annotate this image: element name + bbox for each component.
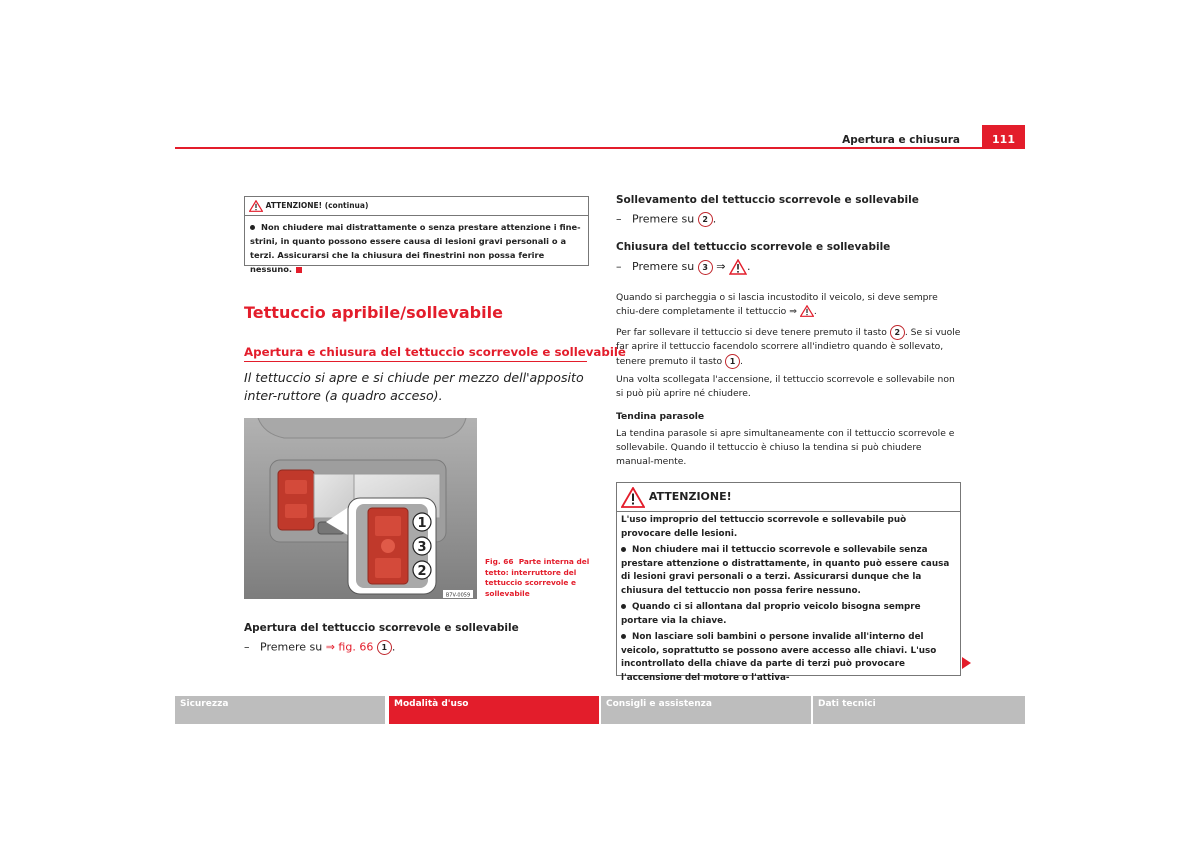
attention-bullet-text: Non chiudere mai il tettuccio scorrevole e sollevabile senza prestare attenzione o distrattamente, in quanto può essere causa di lesioni gravi personali o a terzi. Assicurarsi dunque che la chiusura del tettuccio non possa ferire nessuno. — [621, 545, 950, 596]
attention-bullet-text: Non lasciare soli bambini o persone invalide all'interno del veicolo, soprattutto se possono avere accesso alle chiavi. L'uso incontrollato della chiave da parte di terzi può provocare l'accensione del motore o l'attiva- — [621, 632, 937, 683]
paragraph-end: . — [813, 305, 817, 317]
warning-continued-title: ATTENZIONE! (continua) — [265, 201, 369, 210]
warning-triangle-icon[interactable] — [729, 259, 747, 275]
warning-triangle-icon — [249, 200, 263, 212]
bullet-icon — [621, 604, 626, 609]
attention-header — [617, 483, 960, 512]
figure-66-link[interactable]: ⇒ fig. 66 — [325, 640, 374, 654]
key-1-badge: 1 — [725, 354, 740, 369]
step-end: . — [712, 212, 717, 226]
sunshade-heading: Tendina parasole — [616, 411, 705, 422]
warning-continued-body — [245, 216, 588, 280]
attention-lead: L'uso improprio del tettuccio scorrevole e sollevabile può provocare delle lesioni. — [621, 515, 907, 539]
footer-tab-modalita-uso[interactable]: Modalità d'uso — [389, 696, 599, 724]
attention-box — [616, 482, 961, 683]
close-heading: Chiusura del tettuccio scorrevole e sollevabile — [616, 241, 891, 253]
paragraph-text: . Se si vuole far aprire il tettuccio facendolo scorrere all'indietro quando è sollevato, tenere premuto il tasto — [616, 327, 961, 367]
figure-caption-label: Fig. 66 — [485, 557, 514, 566]
running-header-title: Apertura e chiusura — [842, 134, 960, 146]
warning-continued-box — [244, 196, 589, 274]
attention-bullet-2 — [621, 601, 956, 628]
open-heading: Apertura del tettuccio scorrevole e sollevabile — [244, 622, 519, 634]
figure-callout-3: 3 — [417, 540, 427, 555]
lift-step — [616, 212, 716, 227]
end-of-section-icon — [296, 267, 302, 273]
continue-arrow-icon — [962, 657, 971, 669]
bullet-icon — [621, 634, 626, 639]
section-heading: Tettuccio apribile/sollevabile — [244, 303, 503, 322]
figure-callout-2: 2 — [417, 564, 427, 579]
reference-arrow: ⇒ — [716, 260, 726, 273]
close-step — [616, 259, 750, 275]
figure-caption-text: Parte interna del tetto: interruttore del tettuccio scorrevole e sollevabile — [485, 557, 590, 598]
paragraph-end: . — [740, 355, 743, 367]
paragraph-sunshade: La tendina parasole si apre simultaneamente con il tettuccio scorrevole e sollevabile. Quando il tettuccio è chiuso la tendina si può chiudere manual-mente. — [616, 428, 955, 467]
paragraph-text: Per far sollevare il tettuccio si deve tenere premuto il tasto — [616, 327, 887, 338]
attention-bullet-1 — [621, 544, 956, 598]
figure-callout-1: 1 — [417, 516, 427, 531]
lift-heading: Sollevamento del tettuccio scorrevole e sollevabile — [616, 194, 919, 206]
attention-bullet-3 — [621, 631, 956, 685]
step-text: Premere su — [260, 640, 323, 654]
key-2-badge: 2 — [890, 325, 905, 340]
figure-66-image — [244, 418, 477, 599]
subsection-heading: Apertura e chiusura del tettuccio scorrevole e sollevabile — [244, 345, 626, 359]
key-3-badge: 3 — [698, 260, 713, 275]
attention-title: ATTENZIONE! — [648, 490, 732, 503]
step-end: . — [391, 640, 396, 654]
footer-tab-dati-tecnici[interactable]: Dati tecnici — [813, 696, 1025, 724]
bullet-icon — [621, 547, 626, 552]
step-dash: – — [616, 260, 622, 273]
warning-continued-header — [245, 197, 588, 216]
figure-code: B7V-0059 — [445, 592, 471, 599]
step-end: . — [746, 260, 751, 273]
key-2-badge: 2 — [698, 212, 713, 227]
attention-body — [617, 512, 960, 690]
page-number: 111 — [982, 125, 1025, 149]
paragraph-ignition: Una volta scollegata l'accensione, il tettuccio scorrevole e sollevabile non si può più aprire né chiudere. — [616, 374, 955, 399]
open-step — [244, 640, 395, 655]
paragraph-lift-hold — [616, 325, 961, 369]
roof-switch-illustration — [244, 418, 477, 599]
figure-caption — [485, 557, 593, 599]
footer-tab-consigli-assistenza[interactable]: Consigli e assistenza — [601, 696, 811, 724]
step-text: Premere su — [632, 212, 695, 226]
bullet-icon — [250, 225, 255, 230]
header-rule — [175, 147, 1025, 149]
step-text: Premere su — [632, 260, 695, 273]
paragraph-text: Quando si parcheggia o si lascia incustodito il veicolo, si deve sempre chiu-dere completamente il tettuccio ⇒ — [616, 292, 938, 317]
warning-continued-text: Non chiudere mai distrattamente o senza prestare attenzione i fine-strini, in quanto possono essere causa di lesioni gravi personali o a terzi. Assicurarsi che la chiusura dei finestrini non possa ferire nessuno. — [250, 222, 581, 274]
attention-bullet-text: Quando ci si allontana dal proprio veicolo bisogna sempre portare via la chiave. — [621, 602, 921, 626]
warning-triangle-icon — [621, 487, 645, 508]
warning-triangle-icon[interactable] — [800, 305, 814, 317]
footer-tab-sicurezza[interactable]: Sicurezza — [175, 696, 385, 724]
subsection-rule — [244, 361, 587, 362]
intro-text: Il tettuccio si apre e si chiude per mezzo dell'apposito inter-ruttore (a quadro acceso). — [244, 370, 584, 403]
paragraph-parking — [616, 291, 961, 319]
key-1-badge: 1 — [377, 640, 392, 655]
step-dash: – — [616, 212, 622, 226]
step-dash: – — [244, 640, 250, 654]
